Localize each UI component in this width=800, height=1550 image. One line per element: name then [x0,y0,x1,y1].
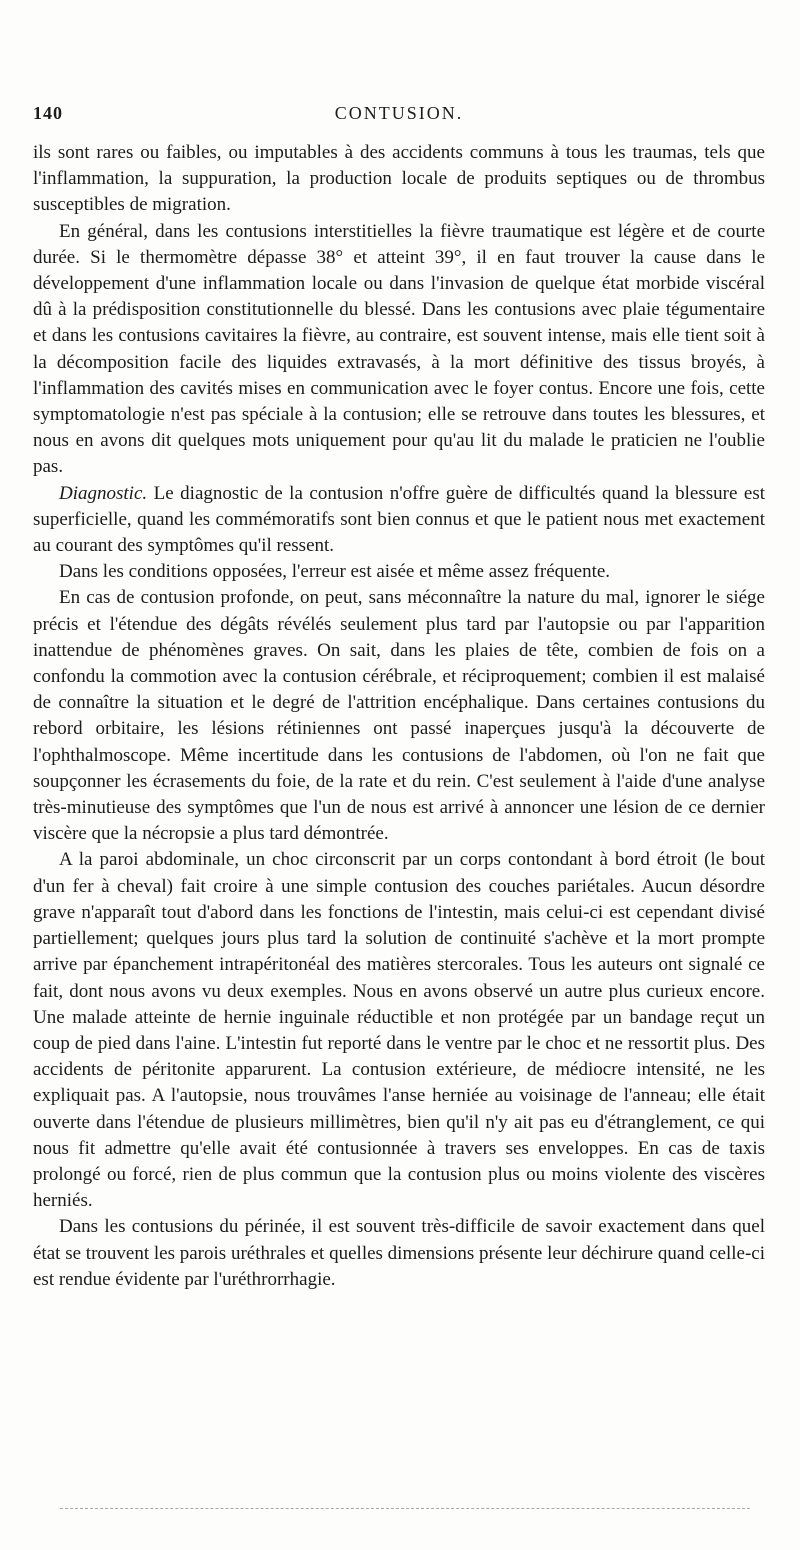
paragraph-text: Dans les conditions opposées, l'erreur est aisée et même assez fréquente. [59,561,611,583]
paragraph-text: En général, dans les contusions interstitielles la fièvre traumatique est légère et de courte durée. Si le thermomètre dépasse 38° et atteint 39°, il en faut trouver la cause dans le développement d'une inflammation locale ou dans l'invasion de quelque état morbide viscéral dû à la prédisposition constitutionnelle du blessé. Dans les contusions avec plaie tégumentaire et dans les contusions cavitaires la fièvre, au contraire, est souvent intense, mais elle tient soit à la décomposition facile des liquides extravasés, à la mort définitive des tissus broyés, à l'inflammation des cavités mises en communication avec le foyer contus. Encore une fois, cette symptomatologie n'est pas spéciale à la contusion; elle se retrouve dans toutes les blessures, et nous en avons dit quelques mots uniquement pour qu'au lit du malade le praticien ne l'oublie pas. [33,220,765,478]
page-header [33,100,765,130]
paragraph [33,847,765,1214]
paragraph [33,585,765,847]
paragraph-text: ils sont rares ou faibles, ou imputables à des accidents communs à tous les traumas, tels que l'inflammation, la suppuration, la production locale de produits septiques ou de thrombus susceptibles de migration. [33,142,765,216]
paragraph-text: En cas de contusion profonde, on peut, sans méconnaître la nature du mal, ignorer le siége précis et l'étendue des dégâts révélés seulement plus tard par l'autopsie ou par l'apparition inattendue de phénomènes graves. On sait, dans les plaies de tête, combien de fois on a confondu la commotion avec la contusion cérébrale, et réciproquement; combien il est malaisé de connaître la situation et le degré de l'attrition encéphalique. Dans certaines contusions du rebord orbitaire, les lésions rétiniennes ont passé inaperçues jusqu'à la découverte de l'ophthalmoscope. Même incertitude dans les contusions de l'abdomen, où l'on ne fait que soupçonner les écrasements du foie, de la rate et du rein. C'est seulement à l'aide d'une analyse très-minutieuse des symptômes que l'un de nous est arrivé à annoncer une lésion de ce dernier viscère que la nécropsie a plus tard démontrée. [33,587,765,845]
body-text [33,140,765,1293]
paragraph-text: Le diagnostic de la contusion n'offre guère de difficultés quand la blessure est superficielle, quand les commémoratifs sont bien connus et que le patient nous met exactement au courant des symptômes qu'il ressent. [33,482,766,557]
paragraph-text: A la paroi abdominale, un choc circonscrit par un corps contondant à bord étroit (le bout d'un fer à cheval) fait croire à une simple contusion des couches pariétales. Aucun désordre grave n'apparaît tout d'abord dans les fonctions de l'intestin, mais celui-ci est cependant divisé partiellement; quelques jours plus tard la solution de continuité s'achève et la mort prompte arrive par épanchement intrapéritonéal des matières stercorales. Tous les auteurs ont signalé ce fait, dont nous avons vu deux exemples. Nous en avons observé un autre plus curieux encore. Une malade atteinte de hernie inguinale réductible et non protégée par un bandage reçut un coup de pied dans l'aine. L'intestin fut reporté dans le ventre par le choc et ne ressortit plus. Des accidents de péritonite apparurent. La contusion extérieure, de médiocre intensité, ne les expliquait pas. A l'autopsie, nous trouvâmes l'anse herniée au voisinage de l'anneau; elle était ouverte dans l'étendue de plusieurs millimètres, bien qu'il n'y ait pas eu d'étranglement, ce qui nous fit admettre qu'elle avait été contusionnée à travers ses enveloppes. En cas de taxis prolongé ou forcé, rien de plus commun que la contusion plus ou moins violente des viscères herniés. [33,849,765,1212]
paragraph [33,559,765,585]
paragraph [33,219,765,481]
section-lead-diagnostic: Diagnostic. [59,482,154,504]
paragraph-diagnostic [33,481,765,560]
running-title: CONTUSION. [334,103,464,123]
footer-dotted-rule [60,1508,750,1509]
paragraph [33,1214,765,1293]
paragraph-text: Dans les contusions du périnée, il est souvent très-difficile de savoir exactement dans quel état se trouvent les parois uréthrales et quelles dimensions présente leur déchirure quand celle-ci est rendue évidente par l'uréthrorrhagie. [33,1216,765,1290]
paragraph [33,140,765,219]
page-number: 140 [33,103,63,123]
